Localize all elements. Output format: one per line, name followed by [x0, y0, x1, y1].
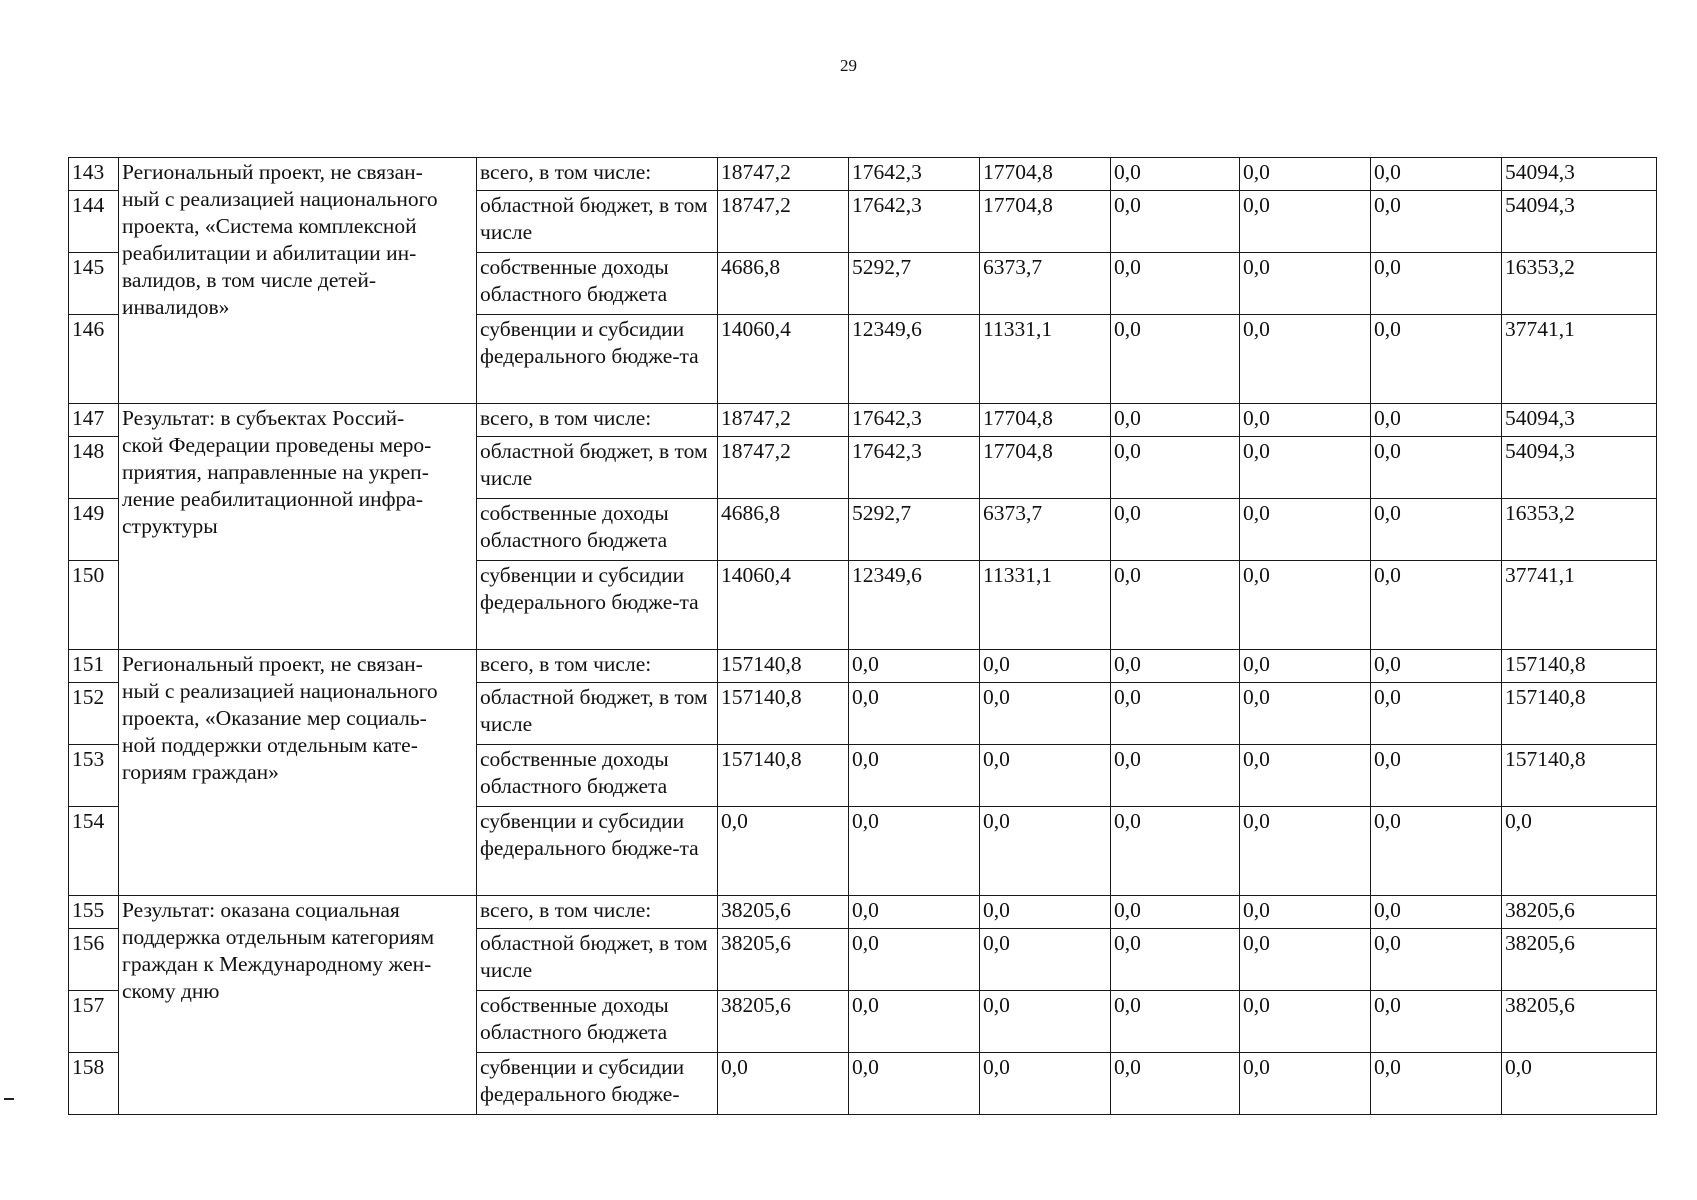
- amount-value: 0,0: [849, 896, 980, 929]
- amount-value: 0,0: [1240, 1053, 1371, 1115]
- funding-source: всего, в том числе:: [477, 158, 718, 191]
- total-value: 157140,8: [1502, 683, 1657, 745]
- funding-source: собственные доходы областного бюджета: [477, 253, 718, 315]
- item-description: [119, 650, 477, 896]
- total-value: 38205,6: [1502, 929, 1657, 991]
- amount-value: 14060,4: [718, 561, 849, 650]
- amount-value: 0,0: [849, 683, 980, 745]
- funding-source: всего, в том числе:: [477, 896, 718, 929]
- funding-source: субвенции и субсидии федерального бюдже-та: [477, 561, 718, 650]
- row-number: 151: [69, 650, 119, 683]
- funding-source: всего, в том числе:: [477, 650, 718, 683]
- total-value: 54094,3: [1502, 437, 1657, 499]
- amount-value: 0,0: [980, 896, 1111, 929]
- amount-value: 0,0: [1111, 404, 1240, 437]
- funding-source: собственные доходы областного бюджета: [477, 745, 718, 807]
- table-row: [69, 404, 1657, 437]
- amount-value: 0,0: [1111, 561, 1240, 650]
- row-number: 157: [69, 991, 119, 1053]
- total-value: 0,0: [1502, 1053, 1657, 1115]
- funding-source: областной бюджет, в том числе: [477, 437, 718, 499]
- amount-value: 0,0: [980, 1053, 1111, 1115]
- funding-source: областной бюджет, в том числе: [477, 683, 718, 745]
- amount-value: 4686,8: [718, 253, 849, 315]
- amount-value: 14060,4: [718, 315, 849, 404]
- amount-value: 0,0: [1111, 158, 1240, 191]
- total-value: 157140,8: [1502, 650, 1657, 683]
- total-value: 54094,3: [1502, 158, 1657, 191]
- amount-value: 157140,8: [718, 650, 849, 683]
- total-value: 37741,1: [1502, 315, 1657, 404]
- amount-value: 0,0: [1240, 253, 1371, 315]
- row-number: 150: [69, 561, 119, 650]
- funding-source: собственные доходы областного бюджета: [477, 991, 718, 1053]
- amount-value: 0,0: [1371, 499, 1502, 561]
- amount-value: 0,0: [980, 650, 1111, 683]
- amount-value: 0,0: [1240, 929, 1371, 991]
- margin-mark: [4, 1098, 14, 1100]
- description-line: ление реабилитационной инфра-: [122, 487, 423, 511]
- amount-value: 0,0: [1240, 315, 1371, 404]
- row-number: 154: [69, 807, 119, 896]
- total-value: 37741,1: [1502, 561, 1657, 650]
- amount-value: 0,0: [1371, 561, 1502, 650]
- amount-value: 0,0: [1371, 253, 1502, 315]
- amount-value: 11331,1: [980, 561, 1111, 650]
- row-number: 144: [69, 191, 119, 253]
- amount-value: 0,0: [980, 745, 1111, 807]
- row-number: 152: [69, 683, 119, 745]
- description-line: Региональный проект, не связан-: [122, 652, 423, 676]
- amount-value: 0,0: [1111, 437, 1240, 499]
- row-number: 146: [69, 315, 119, 404]
- amount-value: 0,0: [980, 991, 1111, 1053]
- amount-value: 0,0: [1111, 650, 1240, 683]
- amount-value: 17704,8: [980, 404, 1111, 437]
- description-line: проекта, «Система комплексной: [122, 214, 417, 238]
- row-number: 148: [69, 437, 119, 499]
- amount-value: 17642,3: [849, 191, 980, 253]
- total-value: 54094,3: [1502, 191, 1657, 253]
- amount-value: 0,0: [718, 807, 849, 896]
- amount-value: 0,0: [1371, 191, 1502, 253]
- amount-value: 0,0: [1240, 991, 1371, 1053]
- funding-source: всего, в том числе:: [477, 404, 718, 437]
- amount-value: 0,0: [849, 807, 980, 896]
- row-number: 156: [69, 929, 119, 991]
- amount-value: 0,0: [849, 991, 980, 1053]
- amount-value: 0,0: [1240, 807, 1371, 896]
- amount-value: 5292,7: [849, 253, 980, 315]
- amount-value: 0,0: [980, 807, 1111, 896]
- row-number: 158: [69, 1053, 119, 1115]
- amount-value: 0,0: [1371, 437, 1502, 499]
- amount-value: 0,0: [849, 1053, 980, 1115]
- amount-value: 0,0: [1371, 745, 1502, 807]
- table-row: [69, 650, 1657, 683]
- amount-value: 17642,3: [849, 404, 980, 437]
- budget-table: [68, 157, 1657, 1115]
- amount-value: 0,0: [1371, 929, 1502, 991]
- page-number: 29: [840, 56, 857, 75]
- total-value: 0,0: [1502, 807, 1657, 896]
- item-description: [119, 158, 477, 404]
- description-line: инвалидов»: [122, 295, 230, 319]
- amount-value: 17642,3: [849, 158, 980, 191]
- item-description: [119, 896, 477, 1115]
- description-line: скому дню: [122, 979, 220, 1003]
- total-value: 16353,2: [1502, 253, 1657, 315]
- description-line: структуры: [122, 514, 218, 538]
- description-line: ный с реализацией национального: [122, 187, 438, 211]
- amount-value: 17704,8: [980, 437, 1111, 499]
- row-number: 155: [69, 896, 119, 929]
- item-description: [119, 404, 477, 650]
- amount-value: 18747,2: [718, 437, 849, 499]
- amount-value: 0,0: [1111, 1053, 1240, 1115]
- amount-value: 12349,6: [849, 315, 980, 404]
- amount-value: 0,0: [1371, 991, 1502, 1053]
- amount-value: 18747,2: [718, 191, 849, 253]
- amount-value: 0,0: [1371, 650, 1502, 683]
- total-value: 38205,6: [1502, 896, 1657, 929]
- amount-value: 0,0: [980, 683, 1111, 745]
- description-line: поддержка отдельным категориям: [122, 925, 435, 949]
- amount-value: 0,0: [1111, 807, 1240, 896]
- amount-value: 0,0: [1111, 745, 1240, 807]
- description-line: Результат: в субъектах Россий-: [122, 406, 405, 430]
- amount-value: 0,0: [1111, 499, 1240, 561]
- amount-value: 157140,8: [718, 683, 849, 745]
- amount-value: 0,0: [1111, 929, 1240, 991]
- amount-value: 0,0: [1371, 807, 1502, 896]
- row-number: 143: [69, 158, 119, 191]
- amount-value: 0,0: [1240, 191, 1371, 253]
- amount-value: 0,0: [1240, 499, 1371, 561]
- description-line: приятия, направленные на укреп-: [122, 460, 429, 484]
- amount-value: 0,0: [1371, 1053, 1502, 1115]
- description-line: граждан к Международному жен-: [122, 952, 432, 976]
- funding-source: субвенции и субсидии федерального бюдже-та: [477, 315, 718, 404]
- amount-value: 0,0: [1111, 683, 1240, 745]
- total-value: 157140,8: [1502, 745, 1657, 807]
- amount-value: 11331,1: [980, 315, 1111, 404]
- amount-value: 6373,7: [980, 499, 1111, 561]
- amount-value: 0,0: [1371, 896, 1502, 929]
- table-row: [69, 158, 1657, 191]
- table-row: [69, 896, 1657, 929]
- amount-value: 0,0: [849, 650, 980, 683]
- description-line: проекта, «Оказание мер социаль-: [122, 706, 427, 730]
- description-line: валидов, в том числе детей-: [122, 268, 376, 292]
- funding-source: собственные доходы областного бюджета: [477, 499, 718, 561]
- amount-value: 0,0: [1111, 315, 1240, 404]
- funding-source: субвенции и субсидии федерального бюдже-та: [477, 807, 718, 896]
- amount-value: 17704,8: [980, 158, 1111, 191]
- amount-value: 0,0: [1371, 315, 1502, 404]
- amount-value: 0,0: [1111, 991, 1240, 1053]
- amount-value: 157140,8: [718, 745, 849, 807]
- amount-value: 5292,7: [849, 499, 980, 561]
- amount-value: 17642,3: [849, 437, 980, 499]
- amount-value: 0,0: [849, 929, 980, 991]
- total-value: 54094,3: [1502, 404, 1657, 437]
- row-number: 145: [69, 253, 119, 315]
- amount-value: 38205,6: [718, 896, 849, 929]
- amount-value: 0,0: [1240, 896, 1371, 929]
- amount-value: 0,0: [1240, 158, 1371, 191]
- amount-value: 18747,2: [718, 158, 849, 191]
- row-number: 147: [69, 404, 119, 437]
- description-line: реабилитации и абилитации ин-: [122, 241, 417, 265]
- funding-source: областной бюджет, в том числе: [477, 191, 718, 253]
- amount-value: 4686,8: [718, 499, 849, 561]
- amount-value: 0,0: [1240, 683, 1371, 745]
- amount-value: 38205,6: [718, 929, 849, 991]
- description-line: ской Федерации проведены меро-: [122, 433, 432, 457]
- amount-value: 18747,2: [718, 404, 849, 437]
- description-line: ной поддержки отдельным кате-: [122, 733, 418, 757]
- amount-value: 0,0: [1240, 650, 1371, 683]
- description-line: ный с реализацией национального: [122, 679, 438, 703]
- amount-value: 12349,6: [849, 561, 980, 650]
- amount-value: 6373,7: [980, 253, 1111, 315]
- description-line: гориям граждан»: [122, 760, 279, 784]
- amount-value: 0,0: [1240, 561, 1371, 650]
- funding-source: субвенции и субсидии федерального бюдже-: [477, 1053, 718, 1115]
- total-value: 16353,2: [1502, 499, 1657, 561]
- amount-value: 17704,8: [980, 191, 1111, 253]
- amount-value: 0,0: [1240, 404, 1371, 437]
- total-value: 38205,6: [1502, 991, 1657, 1053]
- row-number: 153: [69, 745, 119, 807]
- amount-value: 0,0: [718, 1053, 849, 1115]
- amount-value: 0,0: [1371, 404, 1502, 437]
- description-line: Региональный проект, не связан-: [122, 160, 423, 184]
- description-line: Результат: оказана социальная: [122, 898, 400, 922]
- row-number: 149: [69, 499, 119, 561]
- amount-value: 0,0: [1111, 191, 1240, 253]
- amount-value: 0,0: [980, 929, 1111, 991]
- amount-value: 38205,6: [718, 991, 849, 1053]
- amount-value: 0,0: [1371, 158, 1502, 191]
- funding-source: областной бюджет, в том числе: [477, 929, 718, 991]
- amount-value: 0,0: [1111, 896, 1240, 929]
- amount-value: 0,0: [1371, 683, 1502, 745]
- amount-value: 0,0: [1240, 745, 1371, 807]
- amount-value: 0,0: [849, 745, 980, 807]
- amount-value: 0,0: [1111, 253, 1240, 315]
- amount-value: 0,0: [1240, 437, 1371, 499]
